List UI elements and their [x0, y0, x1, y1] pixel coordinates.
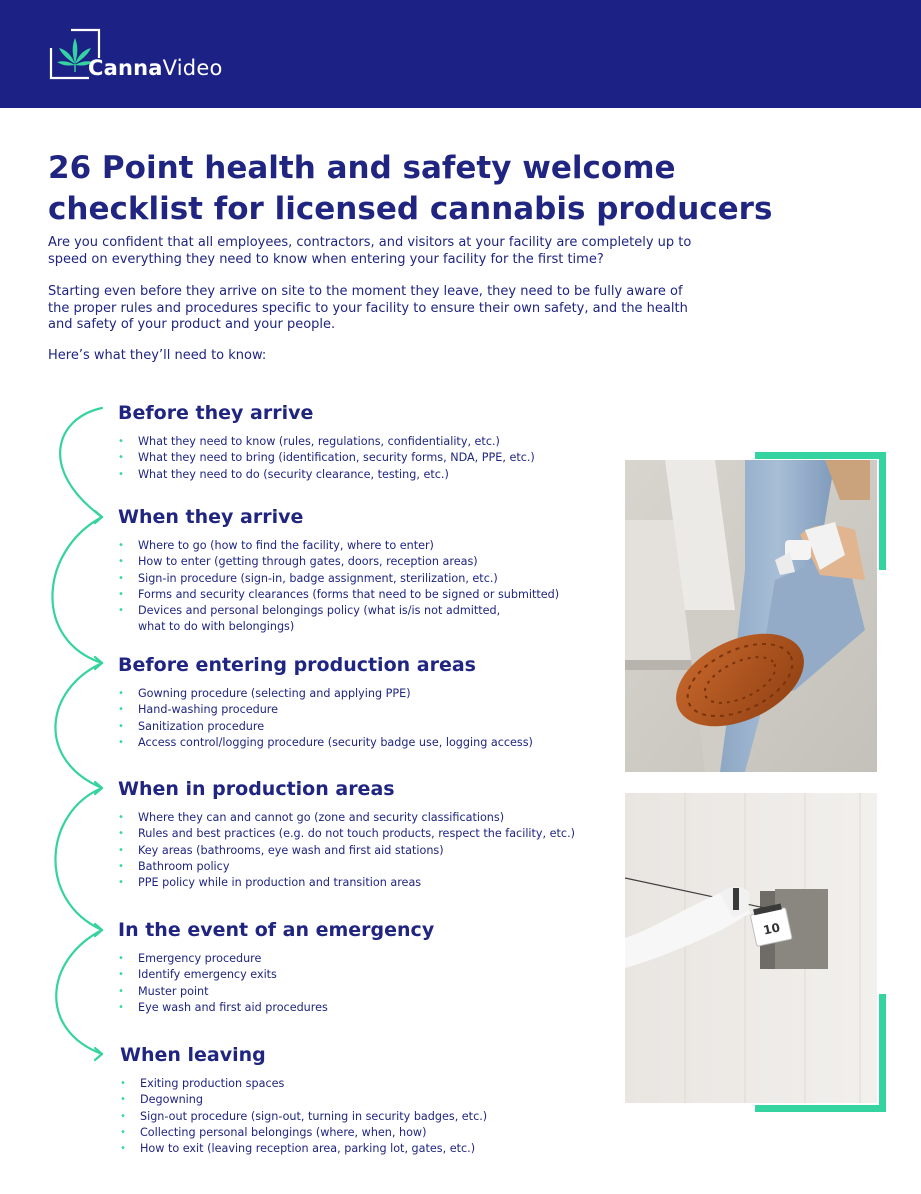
list-item: • Identify emergency exits — [118, 967, 638, 983]
list-item: • Forms and security clearances (forms that need to be signed or submitted) — [118, 587, 638, 603]
list-item: • What they need to do (security clearance, testing, etc.) — [118, 467, 638, 483]
checklist — [118, 810, 638, 891]
list-item: • Gowning procedure (selecting and applying PPE) — [118, 686, 638, 702]
brand-name-light: Video — [162, 56, 223, 80]
photo-accent-top-side — [879, 452, 886, 570]
list-item: • Sanitization procedure — [118, 719, 638, 735]
photo-accent-bottom — [755, 1105, 886, 1112]
list-item: • Sign-in procedure (sign-in, badge assignment, sterilization, etc.) — [118, 571, 638, 587]
brand-header — [0, 0, 921, 108]
list-item: • Degowning — [120, 1092, 640, 1108]
list-item: • Rules and best practices (e.g. do not touch products, respect the facility, etc.) — [118, 826, 638, 842]
list-item: • Devices and personal belongings policy (what is/is not admitted, — [118, 603, 638, 619]
checklist — [118, 686, 638, 751]
section-in-the-event-of-an-emergency — [118, 917, 638, 1016]
list-item: • Sign-out procedure (sign-out, turning in security badges, etc.) — [120, 1109, 640, 1125]
section-heading: When in production areas — [118, 778, 395, 800]
list-item: • PPE policy while in production and transition areas — [118, 875, 638, 891]
section-heading: Before entering production areas — [118, 654, 476, 676]
checklist — [118, 951, 638, 1016]
list-item: • Hand-washing procedure — [118, 702, 638, 718]
checklist — [118, 434, 638, 483]
checklist — [120, 1076, 640, 1157]
list-item: • Where to go (how to find the facility, where to enter) — [118, 538, 638, 554]
list-item: • Muster point — [118, 984, 638, 1000]
list-item: • Collecting personal belongings (where, when, how) — [120, 1125, 640, 1141]
intro-lead-in: Here’s what they’ll need to know: — [48, 348, 267, 363]
list-item: • Exiting production spaces — [120, 1076, 640, 1092]
section-heading: When leaving — [120, 1044, 266, 1066]
section-when-in-production-areas — [118, 776, 638, 891]
checklist — [118, 538, 638, 636]
section-when-leaving — [120, 1042, 640, 1157]
page-title: 26 Point health and safety welcome checklist for licensed cannabis producers — [48, 150, 773, 227]
list-item: • Key areas (bathrooms, eye wash and first aid stations) — [118, 843, 638, 859]
list-item: • Eye wash and first aid procedures — [118, 1000, 638, 1016]
photo-accent-top — [755, 452, 886, 459]
list-item: • How to exit (leaving reception area, parking lot, gates, etc.) — [120, 1141, 640, 1157]
list-item: • Bathroom policy — [118, 859, 638, 875]
list-item: • How to enter (getting through gates, doors, reception areas) — [118, 554, 638, 570]
badge-access-photo — [625, 793, 877, 1103]
section-when-they-arrive — [118, 504, 638, 636]
brand-name-bold: Canna — [88, 56, 163, 80]
section-heading: When they arrive — [118, 506, 304, 528]
photo-accent-bottom-side — [879, 994, 886, 1112]
section-before-entering-production-areas — [118, 652, 638, 751]
list-item: • Emergency procedure — [118, 951, 638, 967]
list-item: • Access control/logging procedure (security badge use, logging access) — [118, 735, 638, 751]
list-item: • Where they can and cannot go (zone and security classifications) — [118, 810, 638, 826]
intro-paragraph-2: Starting even before they arrive on site to the moment they leave, they need to be fully aware of the proper rules and procedures specific to your facility to ensure their own safety, and the health and safety of your product and your people. — [48, 284, 688, 332]
boot-sanitizing-photo — [625, 460, 877, 772]
list-item: • What they need to know (rules, regulations, confidentiality, etc.) — [118, 434, 638, 450]
section-heading: Before they arrive — [118, 402, 314, 424]
list-item-continuation: what to do with belongings) — [138, 620, 295, 634]
list-item: • What they need to bring (identification, security forms, NDA, PPE, etc.) — [118, 450, 638, 466]
intro-paragraph-1: Are you confident that all employees, contractors, and visitors at your facility are completely up to speed on everything they need to know when entering your facility for the first time? — [48, 235, 692, 267]
brand-logo — [88, 56, 223, 80]
section-before-they-arrive — [118, 400, 638, 483]
badge-number: 10 — [761, 920, 782, 938]
section-heading: In the event of an emergency — [118, 919, 435, 941]
